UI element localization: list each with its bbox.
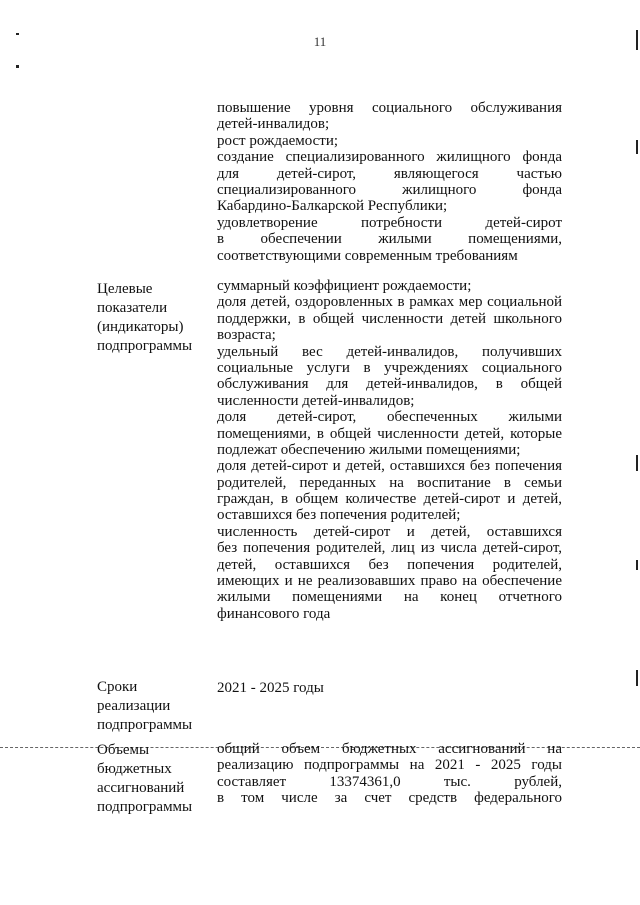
text-line: специализированного жилищного фонда <box>217 181 562 198</box>
scan-mark-lower <box>16 65 19 68</box>
scan-edge-mark <box>636 140 638 154</box>
page-number: 11 <box>313 34 327 49</box>
block-content <box>217 680 562 696</box>
text-line: родителей, переданных на воспитание в семьи <box>217 474 562 491</box>
text-line: доля детей, оздоровленных в рамках мер социальной <box>217 294 562 311</box>
text-line: в том числе за счет средств федерального <box>217 790 562 807</box>
text-line: в обеспечении жилыми помещениями, <box>217 231 562 248</box>
text-line: удельный вес детей-инвалидов, получивших <box>217 343 562 360</box>
text-line: повышение уровня социального обслуживания <box>217 100 562 116</box>
text-line: суммарный коэффициент рождаемости; <box>217 278 472 294</box>
scan-edge-mark <box>636 455 638 471</box>
text-line: финансового года <box>217 605 331 622</box>
block-label: Сроки реализации подпрограммы <box>97 679 193 733</box>
block-content <box>217 100 562 264</box>
text-line: подлежат обеспечению жилыми помещениями; <box>217 441 521 458</box>
scan-edge-mark <box>636 670 638 686</box>
text-line: рост рождаемости; <box>217 132 339 149</box>
text-line: детей-инвалидов; <box>217 116 330 133</box>
text-line: 2021 - 2025 годы <box>217 680 324 696</box>
text-line: создание специализированного жилищного фонда <box>217 149 562 166</box>
text-line: помещениями, в общей численности детей, которые <box>217 425 562 442</box>
scan-edge-mark <box>636 560 638 570</box>
text-line: детей, оставшихся без попечения родителей, <box>217 556 562 573</box>
block-content <box>217 741 562 807</box>
text-line: доля детей-сирот, обеспеченных жилыми <box>217 409 562 426</box>
text-line: реализацию подпрограммы на 2021 - 2025 годы <box>217 757 562 774</box>
block-label: Целевые показатели (индикаторы) подпрограммы <box>97 281 193 354</box>
text-line: численности детей-инвалидов; <box>217 392 415 409</box>
text-line: без попечения родителей, лиц из числа детей-сирот, <box>217 540 562 557</box>
text-line: удовлетворение потребности детей-сирот <box>217 214 562 231</box>
scan-mark-top <box>16 33 19 35</box>
text-line: поддержки, в общей численности детей школьного <box>217 310 562 327</box>
block-content <box>217 278 562 622</box>
scan-edge-mark <box>636 30 638 50</box>
text-line: доля детей-сирот и детей, оставшихся без попечения <box>217 458 562 475</box>
text-line: составляет 13374361,0 тыс. рублей, <box>217 773 562 790</box>
text-line: общий объем бюджетных ассигнований на <box>217 741 562 757</box>
text-line: возраста; <box>217 327 276 344</box>
text-line: граждан, в общем количестве детей-сирот и детей, <box>217 491 562 508</box>
text-line: имеющих и не реализовавших право на обеспечение <box>217 573 562 590</box>
text-line: обслуживания для детей-инвалидов, в общей <box>217 376 562 393</box>
text-line: Кабардино-Балкарской Республики; <box>217 198 448 215</box>
text-line: оставшихся без попечения родителей; <box>217 507 461 524</box>
text-line: жилыми помещениями на конец отчетного <box>217 589 562 606</box>
text-line: численность детей-сирот и детей, оставшихся <box>217 523 562 540</box>
block-label: Объемы бюджетных ассигнований подпрограммы <box>97 742 193 815</box>
text-line: социальные услуги в учреждениях социального <box>217 359 562 376</box>
text-line: для детей-сирот, являющегося частью <box>217 165 562 182</box>
text-line: соответствующими современным требованиям <box>217 247 518 264</box>
